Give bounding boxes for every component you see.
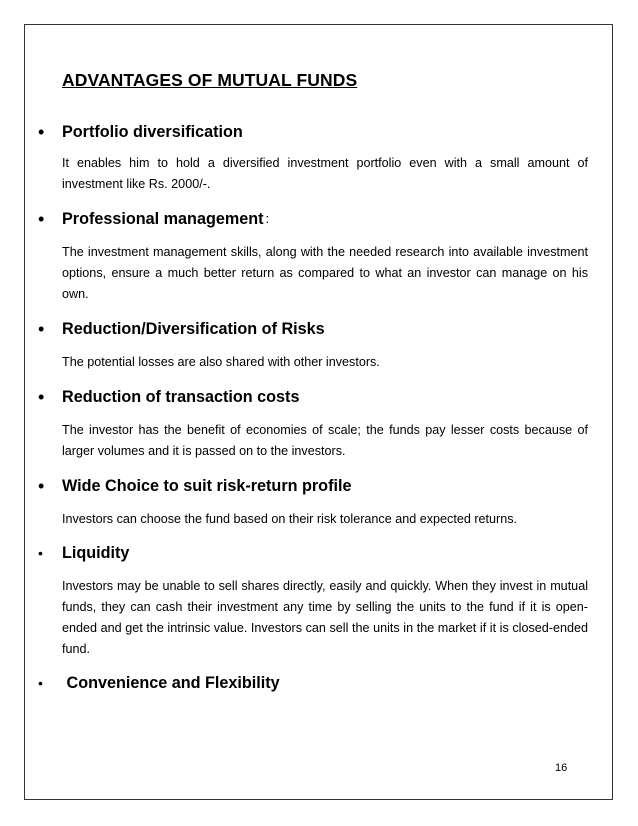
advantage-transaction-costs <box>38 386 588 462</box>
page-number: 16 <box>555 762 568 774</box>
bullet-icon: • <box>38 476 45 496</box>
advantage-description: The investment management skills, along with the needed research into available investment options, ensure a much better return as compared to what an investor can manage on his own. <box>62 245 588 301</box>
bullet-icon: • <box>38 675 43 691</box>
advantage-heading <box>38 542 588 564</box>
advantage-heading <box>38 386 588 408</box>
heading-colon: : <box>265 211 270 226</box>
advantage-liquidity <box>38 542 588 660</box>
advantage-heading-text: Portfolio diversification <box>62 123 243 141</box>
advantage-heading <box>38 208 588 230</box>
advantage-description: Investors can choose the fund based on their risk tolerance and expected returns. <box>62 512 518 526</box>
advantage-heading-text: Reduction of transaction costs <box>62 388 300 406</box>
bullet-icon: • <box>38 387 45 407</box>
advantage-heading <box>38 475 588 497</box>
advantage-heading-text: Wide Choice to suit risk-return profile <box>62 477 352 495</box>
advantage-heading-text: Reduction/Diversification of Risks <box>62 320 325 338</box>
advantage-heading <box>38 121 588 143</box>
advantage-description: Investors may be unable to sell shares directly, easily and quickly. When they invest in mutual funds, they can cash their investment any time by selling the units to the fund if it is open-ended and get the intrinsic value. Investors can sell the units in the market if it is closed-ended fund. <box>62 579 588 656</box>
advantage-wide-choice <box>38 475 588 530</box>
advantage-heading-text: Professional management <box>62 210 264 228</box>
advantage-portfolio-diversification <box>38 121 588 195</box>
advantage-heading <box>38 318 588 340</box>
advantage-heading-text: Liquidity <box>62 544 130 562</box>
advantage-heading <box>38 672 588 694</box>
advantage-description: It enables him to hold a diversified investment portfolio even with a small amount of investment like Rs. 2000/-. <box>62 156 588 191</box>
bullet-icon: • <box>38 209 45 229</box>
advantage-description: The potential losses are also shared with other investors. <box>62 355 380 369</box>
bullet-icon: • <box>38 122 45 142</box>
page-title: ADVANTAGES OF MUTUAL FUNDS <box>62 70 358 90</box>
advantage-professional-management <box>38 208 588 305</box>
bullet-icon: • <box>38 319 45 339</box>
bullet-icon: • <box>38 545 43 561</box>
advantage-convenience-flexibility <box>38 672 588 694</box>
advantage-description: The investor has the benefit of economies of scale; the funds pay lesser costs because of larger volumes and it is passed on to the investors. <box>62 423 588 458</box>
advantage-risk-reduction <box>38 318 588 373</box>
advantage-heading-text: Convenience and Flexibility <box>62 674 280 692</box>
